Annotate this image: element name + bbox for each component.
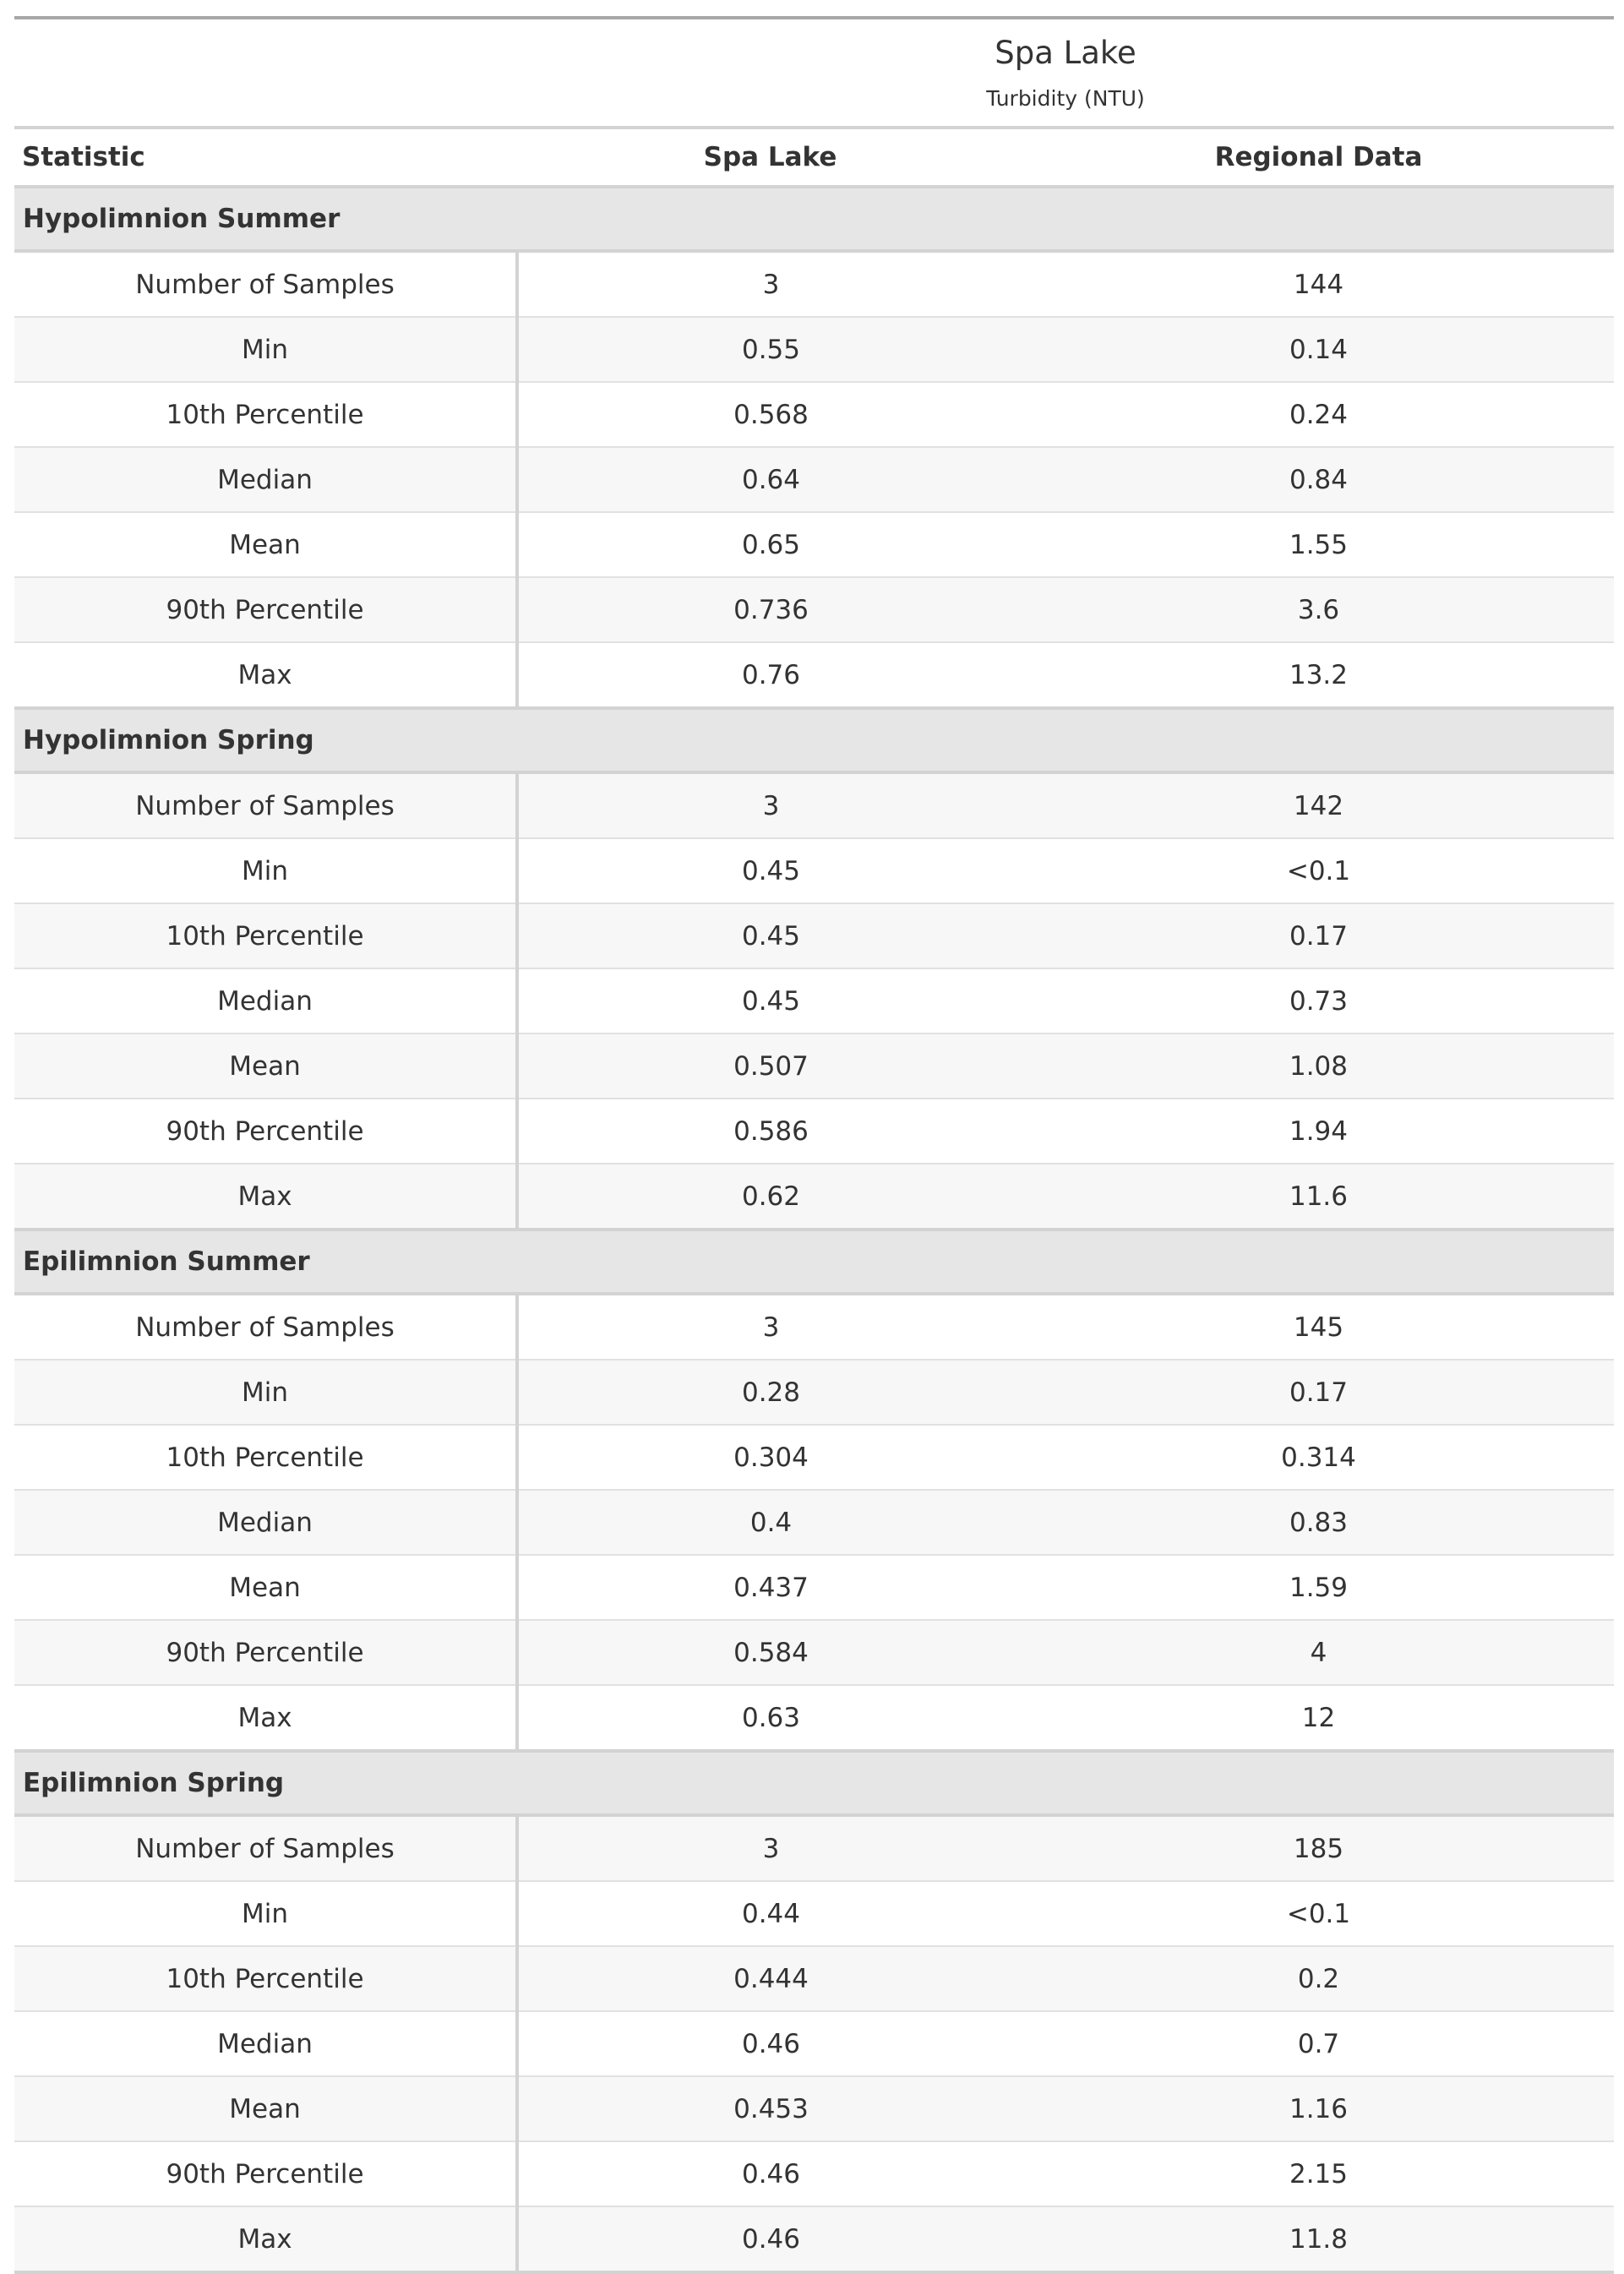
table-row [14, 1294, 1614, 1360]
group-label: Hypolimnion Spring [14, 708, 1614, 772]
table-row [14, 1425, 1614, 1490]
row-lake-value: 3 [762, 1312, 780, 1343]
row-lake-value: 0.46 [517, 2141, 1023, 2206]
row-lake-value: 0.64 [517, 447, 1023, 512]
subtitle-row [14, 79, 1614, 128]
table-row [14, 2011, 1614, 2076]
row-regional-value: <0.1 [1023, 838, 1614, 903]
row-statistic: 10th Percentile [14, 1946, 517, 2011]
row-regional-value: 1.59 [1023, 1555, 1614, 1620]
row-lake-value: 0.453 [517, 2076, 1023, 2141]
row-regional-value: 1.16 [1023, 2076, 1614, 2141]
row-regional-value: 0.24 [1023, 382, 1614, 447]
row-regional-value: 11.8 [1023, 2206, 1614, 2272]
group-hypolimnion-spring [14, 708, 1614, 1230]
group-epilimnion-summer [14, 1230, 1614, 1751]
row-statistic: Median [14, 2011, 517, 2076]
row-regional-value: 2.15 [1023, 2141, 1614, 2206]
row-statistic: Max [14, 2206, 517, 2272]
row-statistic: Min [14, 1360, 517, 1425]
row-regional-value: 4 [1023, 1620, 1614, 1685]
table-row [14, 2076, 1614, 2141]
row-lake-value: 0.46 [517, 2206, 1023, 2272]
column-header-row [14, 128, 1614, 187]
row-statistic: 10th Percentile [14, 382, 517, 447]
row-statistic: 90th Percentile [14, 2141, 517, 2206]
table-row [14, 2206, 1614, 2272]
row-regional-value: 142 [1023, 772, 1614, 838]
row-statistic: Min [14, 317, 517, 382]
row-lake-value: 0.65 [517, 512, 1023, 577]
row-statistic: Max [14, 642, 517, 708]
table-row [14, 1685, 1614, 1751]
row-lake-value: 0.44 [517, 1881, 1023, 1946]
row-statistic: Max [14, 1685, 517, 1751]
row-statistic: Number of Samples [14, 1815, 517, 1881]
group-label: Epilimnion Summer [14, 1230, 1614, 1294]
row-statistic: 90th Percentile [14, 1099, 517, 1164]
row-lake-value: 0.45 [517, 968, 1023, 1033]
row-lake-value: 0.63 [517, 1685, 1023, 1751]
row-regional-value: 13.2 [1023, 642, 1614, 708]
column-header-lake: Spa Lake [517, 128, 1023, 187]
table-header [14, 18, 1614, 187]
row-regional-value: 1.55 [1023, 512, 1614, 577]
title-row [14, 18, 1614, 79]
row-statistic: Min [14, 838, 517, 903]
row-lake-value: 0.45 [517, 903, 1023, 968]
group-label: Epilimnion Spring [14, 1751, 1614, 1815]
row-regional-value: 1.08 [1023, 1033, 1614, 1099]
table-row [14, 512, 1614, 577]
table-row [14, 903, 1614, 968]
table-row [14, 968, 1614, 1033]
group-header-row [14, 187, 1614, 251]
row-lake-value: 0.584 [517, 1620, 1023, 1685]
row-regional-value: 1.94 [1023, 1099, 1614, 1164]
row-statistic: 10th Percentile [14, 1425, 517, 1490]
table-row [14, 317, 1614, 382]
row-regional-value: 12 [1023, 1685, 1614, 1751]
row-regional-value: 0.73 [1023, 968, 1614, 1033]
row-lake-value: 0.46 [517, 2011, 1023, 2076]
row-statistic: Min [14, 1881, 517, 1946]
table-row [14, 1164, 1614, 1230]
row-lake-value: 3 [762, 269, 780, 300]
row-regional-value: 145 [1293, 1312, 1344, 1343]
row-regional-value: 0.83 [1023, 1490, 1614, 1555]
row-regional-value: 3.6 [1023, 577, 1614, 642]
column-header-regional: Regional Data [1023, 128, 1614, 187]
row-lake-value: 3 [517, 772, 1023, 838]
table-row [14, 772, 1614, 838]
row-lake-value: 0.76 [517, 642, 1023, 708]
row-regional-value: 0.14 [1023, 317, 1614, 382]
row-regional-value: 0.17 [1023, 1360, 1614, 1425]
row-statistic: Mean [14, 512, 517, 577]
table-row [14, 1490, 1614, 1555]
row-regional-value: <0.1 [1023, 1881, 1614, 1946]
table-row [14, 577, 1614, 642]
row-lake-value: 0.507 [517, 1033, 1023, 1099]
row-regional-value: 0.2 [1023, 1946, 1614, 2011]
table-row [14, 1946, 1614, 2011]
row-statistic: Mean [14, 2076, 517, 2141]
row-statistic: Median [14, 968, 517, 1033]
table-subtitle: Turbidity (NTU) [517, 79, 1614, 128]
table-row [14, 838, 1614, 903]
table-row [14, 1815, 1614, 1881]
table-row [14, 2141, 1614, 2206]
table-row [14, 1360, 1614, 1425]
row-lake-value: 3 [517, 1815, 1023, 1881]
table-title-spacer [14, 18, 517, 79]
group-header-row [14, 1230, 1614, 1294]
table-subtitle-spacer [14, 79, 517, 128]
table-row [14, 447, 1614, 512]
table-row [14, 1033, 1614, 1099]
group-label: Hypolimnion Summer [14, 187, 1614, 251]
row-statistic: Max [14, 1164, 517, 1230]
row-statistic: Number of Samples [14, 772, 517, 838]
row-statistic: 10th Percentile [14, 903, 517, 968]
row-regional-value: 144 [1293, 269, 1344, 300]
row-regional-value: 0.7 [1023, 2011, 1614, 2076]
table-row [14, 642, 1614, 708]
group-epilimnion-spring [14, 1751, 1614, 2272]
row-statistic: Median [14, 447, 517, 512]
row-lake-value: 0.4 [517, 1490, 1023, 1555]
table-row [14, 251, 1614, 317]
row-lake-value: 0.45 [517, 838, 1023, 903]
turbidity-summary-table [14, 16, 1614, 2274]
row-regional-value: 11.6 [1023, 1164, 1614, 1230]
row-statistic: Median [14, 1490, 517, 1555]
group-header-row [14, 1751, 1614, 1815]
group-hypolimnion-summer [14, 187, 1614, 708]
row-lake-value: 0.28 [517, 1360, 1023, 1425]
row-lake-value: 0.304 [517, 1425, 1023, 1490]
row-regional-value: 0.314 [1023, 1425, 1614, 1490]
row-statistic: Number of Samples [14, 1294, 517, 1360]
row-statistic: Mean [14, 1555, 517, 1620]
table-row [14, 1099, 1614, 1164]
row-statistic: 90th Percentile [14, 577, 517, 642]
table-title: Spa Lake [517, 18, 1614, 79]
row-regional-value: 0.17 [1023, 903, 1614, 968]
group-header-row [14, 708, 1614, 772]
row-lake-value: 0.586 [517, 1099, 1023, 1164]
row-lake-value: 0.736 [517, 577, 1023, 642]
row-statistic: Mean [14, 1033, 517, 1099]
table-row [14, 1555, 1614, 1620]
table-row [14, 382, 1614, 447]
row-statistic: Number of Samples [14, 251, 517, 317]
row-lake-value: 0.437 [517, 1555, 1023, 1620]
row-lake-value: 0.55 [517, 317, 1023, 382]
row-regional-value: 0.84 [1023, 447, 1614, 512]
row-lake-value: 0.444 [517, 1946, 1023, 2011]
table-row [14, 1620, 1614, 1685]
table-row [14, 1881, 1614, 1946]
row-lake-value: 0.568 [517, 382, 1023, 447]
column-header-statistic: Statistic [14, 128, 517, 187]
row-statistic: 90th Percentile [14, 1620, 517, 1685]
stats-table-container [14, 16, 1614, 2274]
row-regional-value: 185 [1023, 1815, 1614, 1881]
row-lake-value: 0.62 [517, 1164, 1023, 1230]
